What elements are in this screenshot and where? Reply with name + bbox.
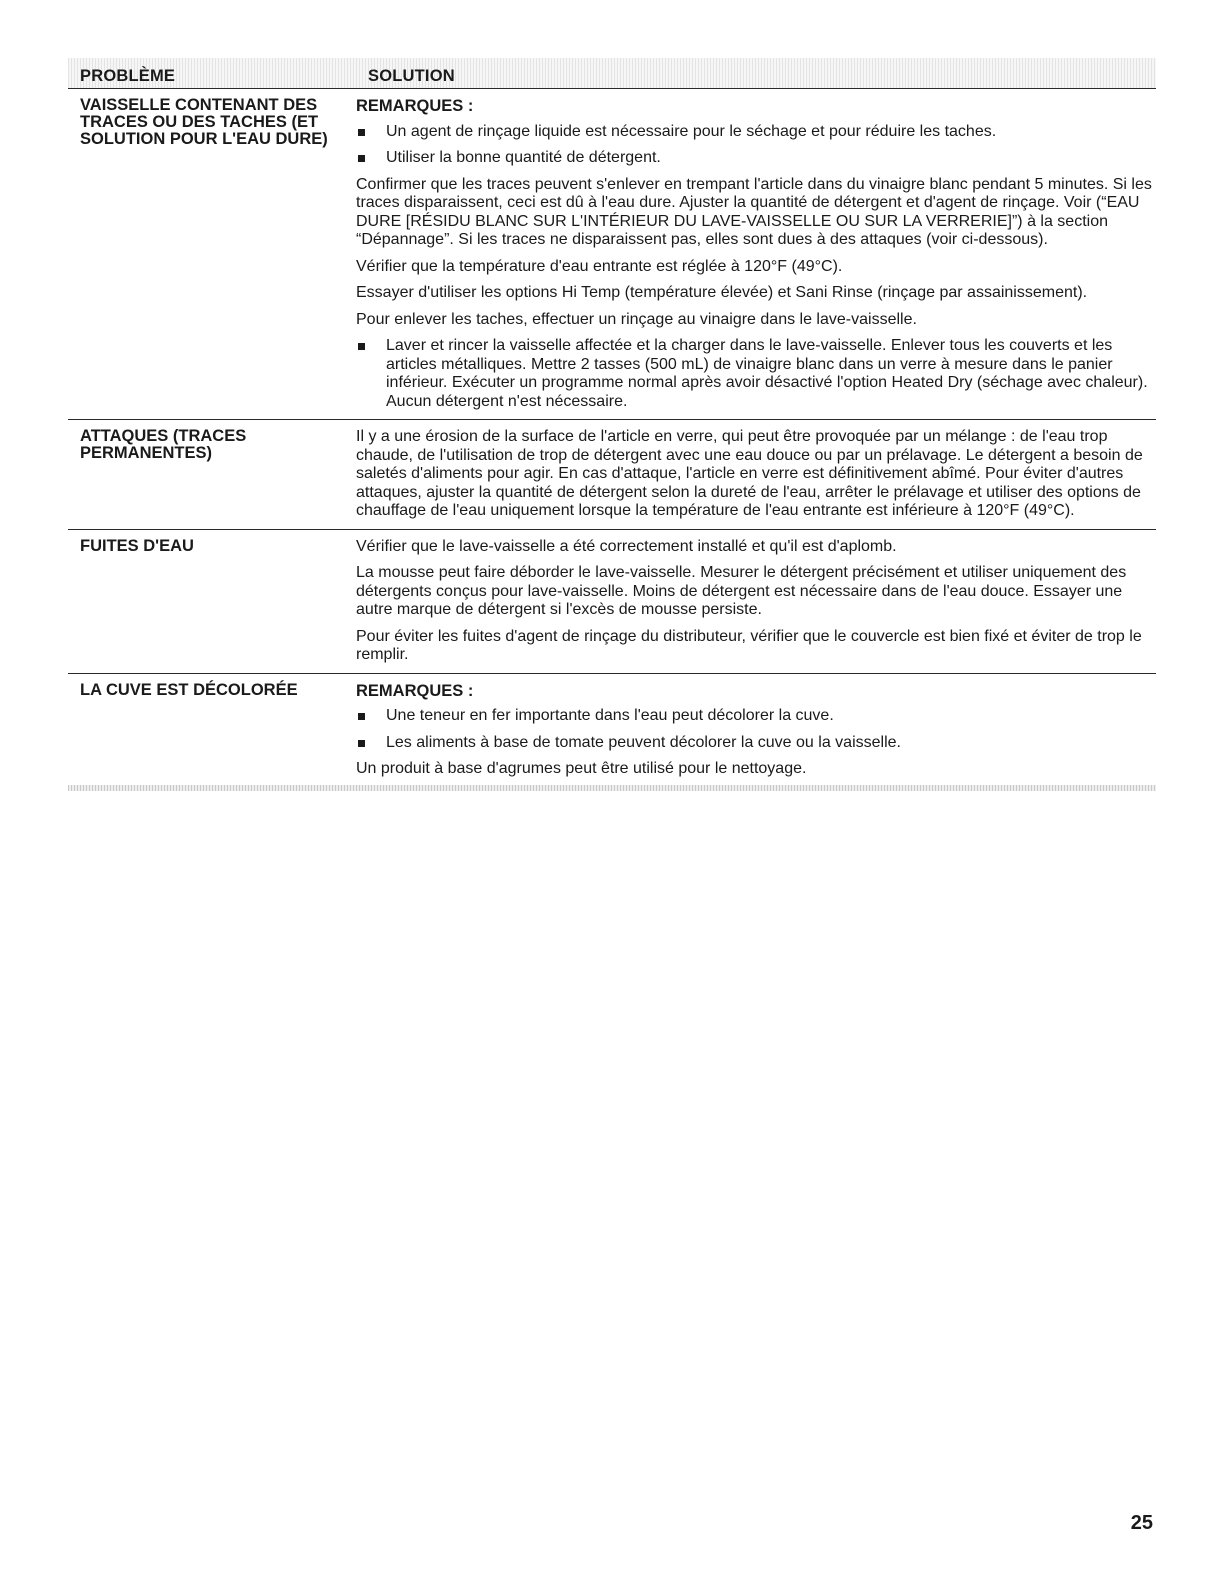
- solution-paragraph: Il y a une érosion de la surface de l'article en verre, qui peut être provoquée par un mélange : de l'eau trop chaude, de l'utilisation de trop de détergent avec une eau douce ou par un prélavage. Le détergent a besoin de saletés d'aliments pour agir. En cas d'attaque, l'article en verre est définitivement abîmé. Pour éviter d'autres attaques, ajuster la quantité de détergent selon la dureté de l'eau, arrêter le prélavage et utiliser des options de chauffage de l'eau uniquement lorsque la température de l'eau entrante est inférieure à 120°F (49°C).: [356, 428, 1143, 519]
- solution-paragraph: Vérifier que le lave-vaisselle a été correctement installé et qu'il est d'aplomb.: [356, 537, 897, 555]
- problem-cell: ATTAQUES (TRACES PERMANENTES): [80, 427, 247, 462]
- notes-heading: REMARQUES :: [356, 97, 474, 115]
- table-header: [68, 58, 1156, 89]
- page-number: 25: [1130, 1512, 1153, 1534]
- solution-paragraph: Vérifier que la température d'eau entrante est réglée à 120°F (49°C).: [356, 257, 843, 275]
- list-item: [356, 337, 1156, 411]
- problem-cell: VAISSELLE CONTENANT DES TRACES OU DES TACHES (ET SOLUTION POUR L'EAU DURE): [80, 96, 328, 148]
- table-row: [68, 674, 1156, 785]
- troubleshooting-table: [68, 58, 1156, 791]
- bullet-square-icon: [358, 713, 365, 720]
- solution-cell: [344, 428, 1156, 523]
- table-row: [68, 420, 1156, 530]
- list-item: [356, 123, 1156, 142]
- bullet-square-icon: [358, 740, 365, 747]
- bullet-text: Une teneur en fer importante dans l'eau peut décolorer la cuve.: [386, 707, 834, 724]
- problem-cell: LA CUVE EST DÉCOLORÉE: [80, 680, 298, 699]
- table-footer-divider: [68, 785, 1156, 791]
- solution-paragraph: Un produit à base d'agrumes peut être utilisé pour le nettoyage.: [356, 760, 807, 777]
- bullet-text: Laver et rincer la vaisselle affectée et la charger dans le lave-vaisselle. Enlever tous les couverts et les articles métalliques. Mettre 2 tasses (500 mL) de vinaigre blanc dans un verre à mesure dans le panier inférieur. Exécuter un programme normal après avoir désactivé l'option Heated Dry (séchage avec chaleur). Aucun détergent n'est nécessaire.: [386, 337, 1148, 410]
- bullet-text: Utiliser la bonne quantité de détergent.: [386, 149, 661, 166]
- solution-paragraph: Essayer d'utiliser les options Hi Temp (température élevée) et Sani Rinse (rinçage par assainissement).: [356, 284, 1088, 301]
- list-item: [356, 707, 1156, 726]
- solution-paragraph: Confirmer que les traces peuvent s'enlever en trempant l'article dans du vinaigre blanc pendant 5 minutes. Si les traces disparaissent, ceci est dû à l'eau dure. Ajuster la quantité de détergent et d'agent de rinçage. Voir (“EAU DURE [RÉSIDU BLANC SUR L'INTÉRIEUR DU LAVE-VAISSELLE OU SUR LA VERRERIE]”) à la section “Dépannage”. Si les traces ne disparaissent pas, elles sont dues à des attaques (voir ci-dessous).: [356, 175, 1152, 248]
- list-item: [356, 149, 1156, 168]
- header-solution: SOLUTION: [368, 67, 455, 85]
- solution-paragraph: Pour enlever les taches, effectuer un rinçage au vinaigre dans le lave-vaisselle.: [356, 310, 917, 328]
- bullet-square-icon: [358, 155, 365, 162]
- problem-cell: FUITES D'EAU: [80, 536, 194, 555]
- solution-cell: [344, 538, 1156, 667]
- solution-cell: [344, 97, 1156, 413]
- list-item: [356, 734, 1156, 753]
- header-problem: PROBLÈME: [80, 67, 176, 85]
- bullet-text: Un agent de rinçage liquide est nécessaire pour le séchage et pour réduire les taches.: [386, 122, 997, 140]
- bullet-square-icon: [358, 343, 365, 350]
- notes-heading: REMARQUES :: [356, 681, 474, 700]
- solution-cell: [344, 682, 1156, 779]
- table-row: [68, 89, 1156, 420]
- solution-paragraph: Pour éviter les fuites d'agent de rinçage du distributeur, vérifier que le couvercle est bien fixé et éviter de trop le remplir.: [356, 627, 1142, 663]
- bullet-text: Les aliments à base de tomate peuvent décolorer la cuve ou la vaisselle.: [386, 733, 901, 751]
- solution-paragraph: La mousse peut faire déborder le lave-vaisselle. Mesurer le détergent précisément et utiliser uniquement des détergents conçus pour lave-vaisselle. Moins de détergent est nécessaire dans de l'eau douce. Essayer une autre marque de détergent si l'excès de mousse persiste.: [356, 564, 1127, 618]
- bullet-square-icon: [358, 129, 365, 136]
- table-row: [68, 530, 1156, 674]
